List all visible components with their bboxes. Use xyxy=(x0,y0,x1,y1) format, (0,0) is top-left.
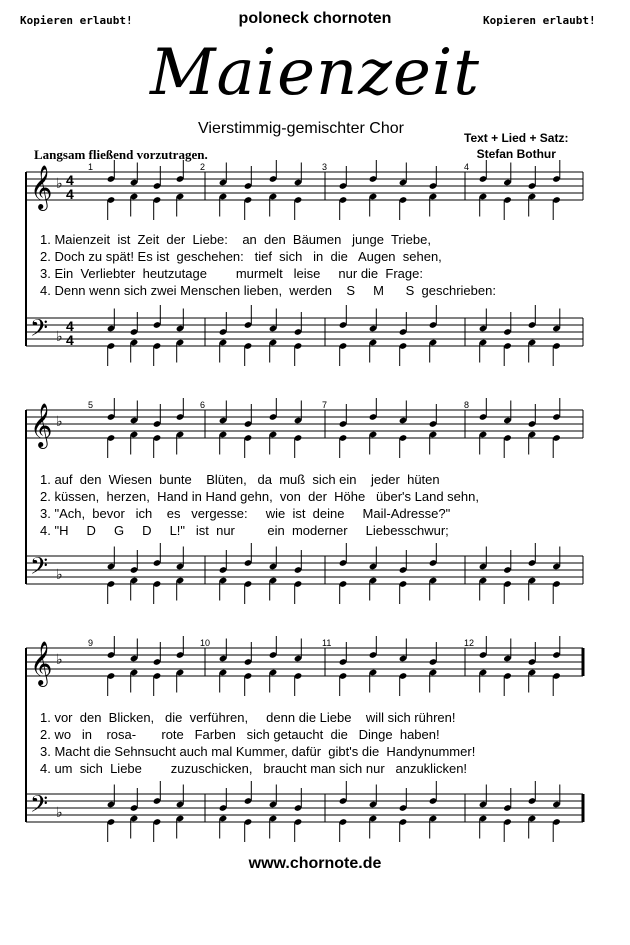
credit-line-2: Stefan Bothur xyxy=(476,147,556,161)
measure-number: 4 xyxy=(464,162,470,172)
treble-clef-icon: 𝄞 xyxy=(30,165,53,209)
system-1-verse-2: 2. Doch zu spät! Es ist geschehen: tief sich in die Augen sehen, xyxy=(40,249,442,264)
system-1-verse-1: 1. Maienzeit ist Zeit der Liebe: an den Bäumen junge Triebe, xyxy=(40,232,431,247)
system-3-verse-1: 1. vor den Blicken, die verführen, denn die Liebe will sich rühren! xyxy=(40,710,456,725)
measure-number: 10 xyxy=(200,638,211,648)
measure-number: 11 xyxy=(322,638,332,648)
system-2-verse-3: 3. "Ach, bevor ich es vergesse: wie ist deine Mail-Adresse?" xyxy=(40,506,451,521)
measure-number: 8 xyxy=(464,400,470,410)
copy-notice-left: Kopieren erlaubt! xyxy=(20,14,133,27)
system-1-verse-4: 4. Denn wenn sich zwei Menschen lieben, werden S M S geschrieben: xyxy=(40,283,496,298)
system-2-verse-2: 2. küssen, herzen, Hand in Hand gehn, von der Höhe über's Land sehn, xyxy=(40,489,479,504)
subtitle: Vierstimmig-gemischter Chor xyxy=(198,120,404,137)
system-3-verse-3: 3. Macht die Sehnsucht auch mal Kummer, dafür gibt's die Handynummer! xyxy=(40,744,476,759)
time-signature-icon: 4 xyxy=(66,332,74,348)
credit xyxy=(464,130,568,162)
system-3-verse-4: 4. um sich Liebe zuzuschicken, braucht man sich nur anzuklicken! xyxy=(40,761,468,776)
measure-number: 7 xyxy=(322,400,328,410)
measure-number: 5 xyxy=(88,400,94,410)
bass-clef-icon: 𝄢 xyxy=(30,552,49,585)
treble-clef-icon: 𝄞 xyxy=(30,403,53,447)
measure-number: 2 xyxy=(200,162,206,172)
measure-number: 3 xyxy=(322,162,328,172)
key-signature-flat-icon: ♭ xyxy=(56,804,63,820)
time-signature-icon: 4 xyxy=(66,318,74,334)
system-2-verse-4: 4. "H D G D L!" ist nur ein moderner Liebesschwur; xyxy=(40,523,449,538)
treble-clef-icon: 𝄞 xyxy=(30,641,53,685)
site-name: poloneck chornoten xyxy=(238,10,392,27)
time-signature-icon: 4 xyxy=(66,186,74,202)
tempo-marking: Langsam fließend vorzutragen. xyxy=(34,147,208,162)
key-signature-flat-icon: ♭ xyxy=(56,328,63,344)
key-signature-flat-icon: ♭ xyxy=(56,175,63,191)
measure-number: 1 xyxy=(88,162,94,172)
key-signature-flat-icon: ♭ xyxy=(56,413,63,429)
footer-website: www.chornote.de xyxy=(248,855,382,872)
song-title: Maienzeit xyxy=(149,36,481,110)
system-3-verse-2: 2. wo in rosa- rote Farben sich getaucht die Dinge haben! xyxy=(40,727,440,742)
measure-number: 9 xyxy=(88,638,94,648)
credit-line-1: Text + Lied + Satz: xyxy=(464,131,569,145)
measure-number: 6 xyxy=(200,400,206,410)
bass-clef-icon: 𝄢 xyxy=(30,790,49,823)
time-signature-icon: 4 xyxy=(66,172,74,188)
system-1-verse-3: 3. Ein Verliebter heutzutage murmelt leise nur die Frage: xyxy=(40,266,423,281)
key-signature-flat-icon: ♭ xyxy=(56,651,63,667)
copy-notice-right: Kopieren erlaubt! xyxy=(483,14,596,27)
bass-clef-icon: 𝄢 xyxy=(30,314,49,347)
measure-number: 12 xyxy=(464,638,475,648)
key-signature-flat-icon: ♭ xyxy=(56,566,63,582)
system-2-verse-1: 1. auf den Wiesen bunte Blüten, da muß sich ein jeder hüten xyxy=(40,472,440,487)
